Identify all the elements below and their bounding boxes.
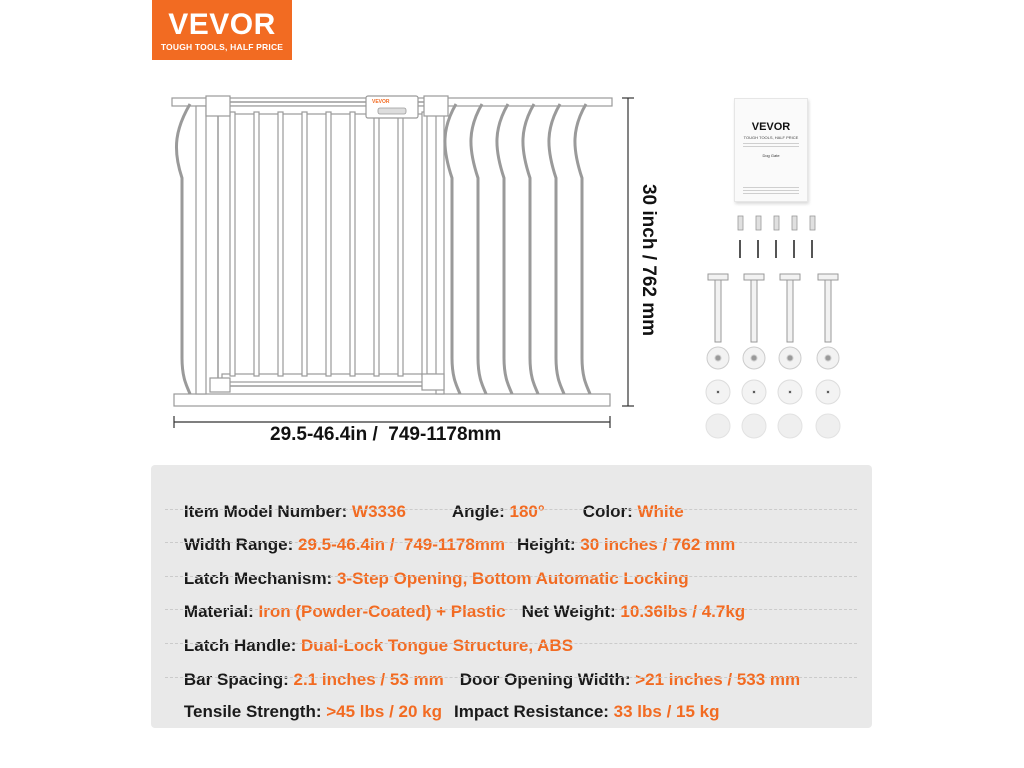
spec-key: Height: (517, 535, 581, 554)
anchors-row (738, 216, 815, 230)
width-dimension-label: 29.5-46.4in / 749-1178mm (270, 424, 502, 445)
spec-value: 2.1 inches / 53 mm (293, 670, 444, 689)
manual-text-line (743, 193, 799, 194)
spec-value: Dual-Lock Tongue Structure, ABS (301, 636, 574, 655)
spec-divider (165, 643, 857, 644)
gate-handle-brand: VEVOR (372, 99, 390, 105)
spec-divider (165, 677, 857, 678)
specifications-panel (151, 465, 872, 728)
logo-tagline: TOUGH TOOLS, HALF PRICE (160, 42, 284, 52)
spec-key: Width Range: (183, 535, 299, 554)
spec-key: Tensile Strength: (183, 702, 327, 721)
screws-row (740, 240, 812, 258)
spec-key: Bar Spacing: (183, 670, 294, 689)
spec-key: Impact Resistance: (453, 702, 614, 721)
spec-value: White (637, 502, 684, 521)
manual-title: Dog Gate (762, 153, 780, 158)
gate-hinge-top (206, 96, 230, 116)
gate-latch-top (424, 96, 448, 116)
spec-value: 33 lbs / 15 kg (613, 702, 720, 721)
spec-value: 29.5-46.4in / 749-1178mm (298, 535, 506, 554)
manual-tagline: TOUGH TOOLS, HALF PRICE (743, 135, 799, 140)
manual-text-line (743, 190, 799, 191)
hardware-parts (700, 210, 860, 445)
vevor-logo (152, 0, 292, 60)
gate-left-post (196, 106, 206, 394)
spec-value: >21 inches / 533 mm (635, 670, 801, 689)
height-dimension-label: 30 inch / 762 mm (638, 183, 659, 337)
spec-divider (165, 576, 857, 577)
spec-value: Iron (Powder-Coated) + Plastic (258, 602, 506, 621)
washers (707, 347, 839, 369)
spec-value: >45 lbs / 20 kg (326, 702, 442, 721)
spec-value: 30 inches / 762 mm (580, 535, 736, 554)
spec-key: Latch Mechanism: (183, 569, 337, 588)
spec-key: Net Weight: (521, 602, 621, 621)
gate-bottom-rail (174, 394, 610, 406)
manual-text-line (743, 143, 799, 144)
instruction-manual (734, 98, 808, 202)
manual-brand: VEVOR (751, 121, 791, 133)
gate-handle-grip (378, 108, 406, 114)
manual-text-line (743, 187, 799, 188)
spec-key: Latch Handle: (183, 636, 302, 655)
gate-hinge-bottom (210, 378, 230, 392)
logo-brand: VEVOR (168, 8, 276, 41)
spec-key: Angle: (451, 502, 510, 521)
spec-value: W3336 (352, 502, 406, 521)
pads (706, 414, 840, 438)
manual-text-line (743, 146, 799, 147)
spec-value: 3-Step Opening, Bottom Automatic Locking (336, 569, 689, 588)
spec-key: Door Opening Width: (459, 670, 636, 689)
wall-cups (706, 380, 840, 404)
spec-value: 180° (509, 502, 545, 521)
spec-key: Color: (582, 502, 638, 521)
gate-left-curve (176, 104, 190, 394)
spec-row-strength (165, 682, 720, 742)
tension-bolts (708, 274, 838, 342)
spec-divider (165, 609, 857, 610)
gate-latch-bottom (422, 374, 444, 390)
gate-illustration (160, 88, 640, 438)
spec-key: Item Model Number: (183, 502, 353, 521)
spec-key: Material: (183, 602, 259, 621)
spec-divider (165, 509, 857, 510)
gate-door-bars (230, 112, 427, 376)
spec-value: 10.36lbs / 4.7kg (620, 602, 746, 621)
spec-divider (165, 542, 857, 543)
gate-right-post (436, 106, 444, 394)
gate-extension-bars (445, 104, 590, 394)
